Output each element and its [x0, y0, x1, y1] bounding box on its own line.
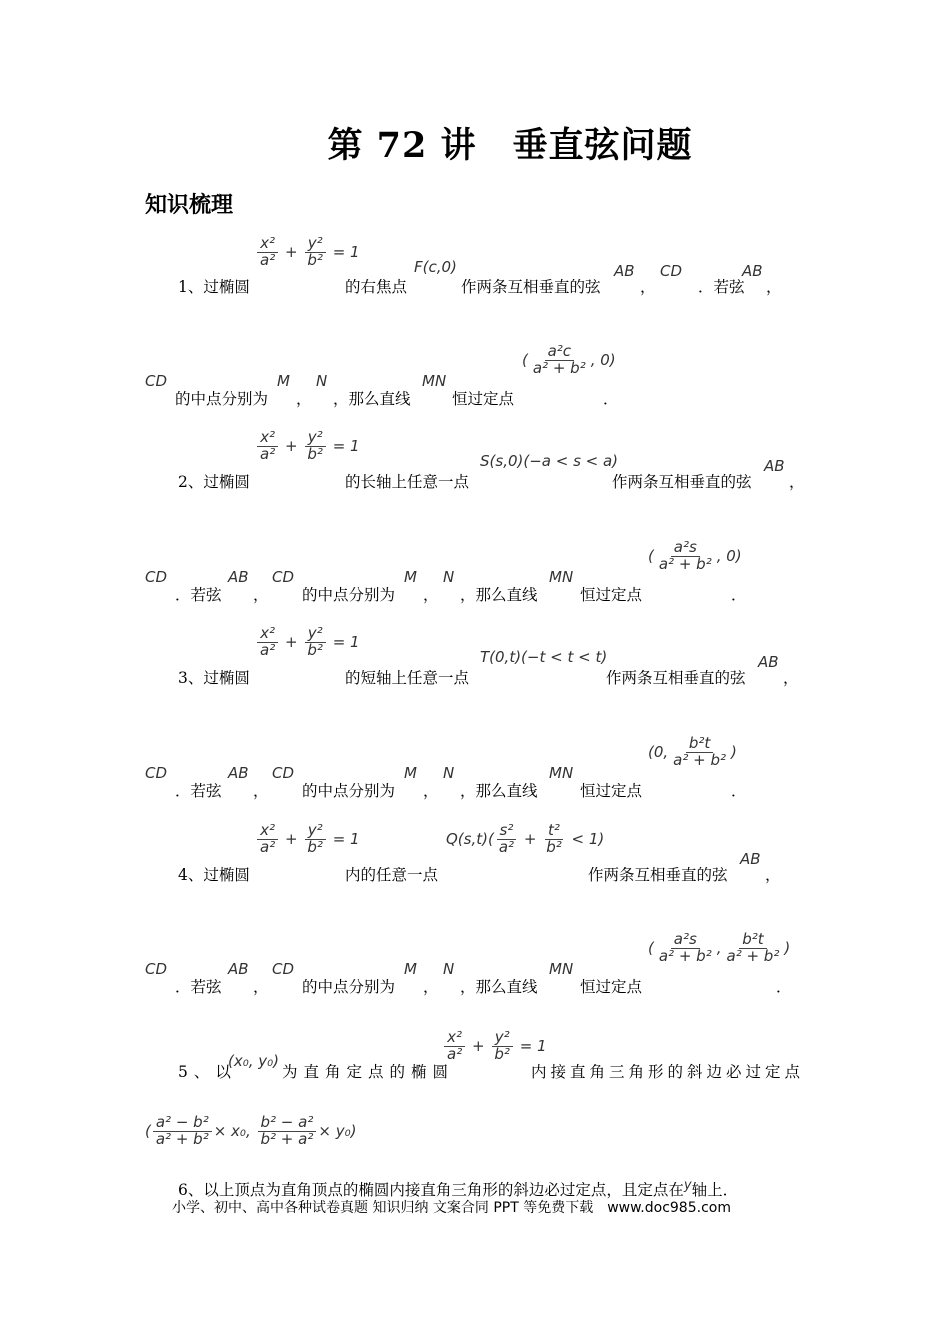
item1-text-5: ，那么直线	[333, 390, 411, 408]
item3-n: N	[443, 764, 455, 782]
item4-cd: CD	[145, 960, 168, 978]
item2-comma-3: ，	[423, 586, 439, 604]
item3-comma-2: ，	[253, 782, 269, 800]
section-heading: 知识梳理	[145, 192, 234, 218]
item3-text-5: ，那么直线	[460, 782, 538, 800]
item1-n: N	[316, 372, 328, 390]
item4-text-1: 内的任意一点	[345, 866, 439, 884]
ellipse-equation-5: $\frac{\text{x²}}{\text{a²}}$ + $\frac{\text{y²}}{\text{b²}}$ = 1	[442, 1030, 547, 1063]
item1-text-4: 的中点分别为	[175, 390, 269, 408]
item1-text-1: 的右焦点	[345, 278, 408, 296]
item2-text-5: ，那么直线	[460, 586, 538, 604]
item3-text-4: 的中点分别为	[302, 782, 396, 800]
item4-text-6: 恒过定点	[580, 978, 643, 996]
item4-point: Q(s,t)( $\frac{\text{s²}}{\text{a²}}$ + $\frac{\text{t²}}{\text{b²}}$ < 1)	[446, 821, 605, 856]
item2-text-4: 的中点分别为	[302, 586, 396, 604]
item4-mn: MN	[549, 960, 574, 978]
item2-text-1: 的长轴上任意一点	[345, 473, 470, 491]
item4-comma-3: ，	[423, 978, 439, 996]
item1-cd: CD	[660, 262, 683, 280]
item2-cd-2: CD	[272, 568, 295, 586]
item2-text-6: 恒过定点	[580, 586, 643, 604]
item1-comma-3: ，	[296, 390, 312, 408]
item4-text-5: ，那么直线	[460, 978, 538, 996]
item3-text-3: ．若弦	[175, 782, 222, 800]
item4-cd-2: CD	[272, 960, 295, 978]
item1-comma: ，	[640, 278, 656, 296]
item4-n: N	[443, 960, 455, 978]
item3-comma: ，	[783, 669, 799, 687]
item3-m: M	[404, 764, 417, 782]
ellipse-equation-3: $\frac{\text{x²}}{\text{a²}}$ + $\frac{\text{y²}}{\text{b²}}$ = 1	[255, 626, 360, 659]
item1-ab-2: AB	[742, 262, 763, 280]
item2-text-3: ．若弦	[175, 586, 222, 604]
item3-text-1: 的短轴上任意一点	[345, 669, 470, 687]
item3-text-2: 作两条互相垂直的弦	[606, 669, 746, 687]
item4-comma-2: ，	[253, 978, 269, 996]
item1-fixed-point: ( $\frac{\text{a²c}}{\text{a² + b²}}$ , 0)	[522, 342, 616, 377]
item1-text-3: ．若弦	[698, 278, 745, 296]
item3-label: 3、过椭圆	[178, 669, 250, 687]
item2-period: ．	[731, 586, 747, 604]
item3-ab-2: AB	[228, 764, 249, 782]
item3-ab: AB	[758, 653, 779, 671]
item1-label: 1、过椭圆	[178, 278, 250, 296]
item4-text-4: 的中点分别为	[302, 978, 396, 996]
item1-text-6: 恒过定点	[452, 390, 515, 408]
item1-cd-2: CD	[145, 372, 168, 390]
item2-n: N	[443, 568, 455, 586]
item4-m: M	[404, 960, 417, 978]
item3-period: ．	[731, 782, 747, 800]
item4-fixed-point: ( $\frac{\text{a²s}}{\text{a² + b²}}$ , $\frac{\text{b²t}}{\text{a² + b²}}$ )	[648, 930, 791, 965]
item4-text-2: 作两条互相垂直的弦	[588, 866, 728, 884]
item3-text-6: 恒过定点	[580, 782, 643, 800]
item5-label: 5、以	[178, 1063, 237, 1081]
item3-cd: CD	[145, 764, 168, 782]
item5-point: (x₀, y₀)	[228, 1052, 280, 1070]
item1-period: ．	[603, 390, 619, 408]
item1-point: F(c,0)	[414, 258, 457, 276]
item6-text: 6、以上顶点为直角顶点的椭圆内接直角三角形的斜边必过定点，且定点在$^y$轴上．	[178, 1178, 739, 1199]
item4-text-3: ．若弦	[175, 978, 222, 996]
item4-ab: AB	[740, 850, 761, 868]
footer-note: 小学、初中、高中各种试卷真题 知识归纳 文案合同 PPT 等免费下载 www.doc985.com	[172, 1200, 731, 1216]
item3-comma-3: ，	[423, 782, 439, 800]
page-title: 第 72 讲 垂直弦问题	[327, 125, 693, 166]
item1-text-2: 作两条互相垂直的弦	[461, 278, 601, 296]
item4-label: 4、过椭圆	[178, 866, 250, 884]
item2-ab-2: AB	[228, 568, 249, 586]
item4-period: ．	[776, 978, 792, 996]
item1-mn: MN	[422, 372, 447, 390]
item2-label: 2、过椭圆	[178, 473, 250, 491]
item2-comma-2: ，	[253, 586, 269, 604]
item2-fixed-point: ( $\frac{\text{a²s}}{\text{a² + b²}}$ , 0)	[648, 538, 742, 573]
item3-cd-2: CD	[272, 764, 295, 782]
item2-m: M	[404, 568, 417, 586]
ellipse-equation-4: $\frac{\text{x²}}{\text{a²}}$ + $\frac{\text{y²}}{\text{b²}}$ = 1	[255, 823, 360, 856]
item5-text-2: 内接直角三角形的斜边必过定点	[531, 1063, 805, 1081]
item1-comma-2: ，	[766, 278, 782, 296]
item5-fixed-point: ( $\frac{\text{a² − b²}}{\text{a² + b²}}$ × x₀, $\frac{\text{b² − a²}}{\text{b² + a²}}$ × y₀)	[145, 1113, 357, 1148]
item2-text-2: 作两条互相垂直的弦	[612, 473, 752, 491]
item2-mn: MN	[549, 568, 574, 586]
item2-cd: CD	[145, 568, 168, 586]
item2-comma: ，	[789, 473, 805, 491]
item2-point: S(s,0)(−a < s < a)	[480, 452, 619, 470]
item3-fixed-point: (0, $\frac{\text{b²t}}{\text{a² + b²}}$ )	[648, 734, 737, 769]
ellipse-equation-1: $\frac{\text{x²}}{\text{a²}}$ + $\frac{\text{y²}}{\text{b²}}$ = 1	[255, 236, 360, 269]
item4-comma: ，	[765, 866, 781, 884]
item1-m: M	[277, 372, 290, 390]
item4-ab-2: AB	[228, 960, 249, 978]
item2-ab: AB	[764, 457, 785, 475]
item3-mn: MN	[549, 764, 574, 782]
item5-text-1: 为直角定点的椭圆	[282, 1063, 455, 1081]
ellipse-equation-2: $\frac{\text{x²}}{\text{a²}}$ + $\frac{\text{y²}}{\text{b²}}$ = 1	[255, 430, 360, 463]
item1-ab: AB	[614, 262, 635, 280]
item3-point: T(0,t)(−t < t < t)	[480, 648, 608, 666]
